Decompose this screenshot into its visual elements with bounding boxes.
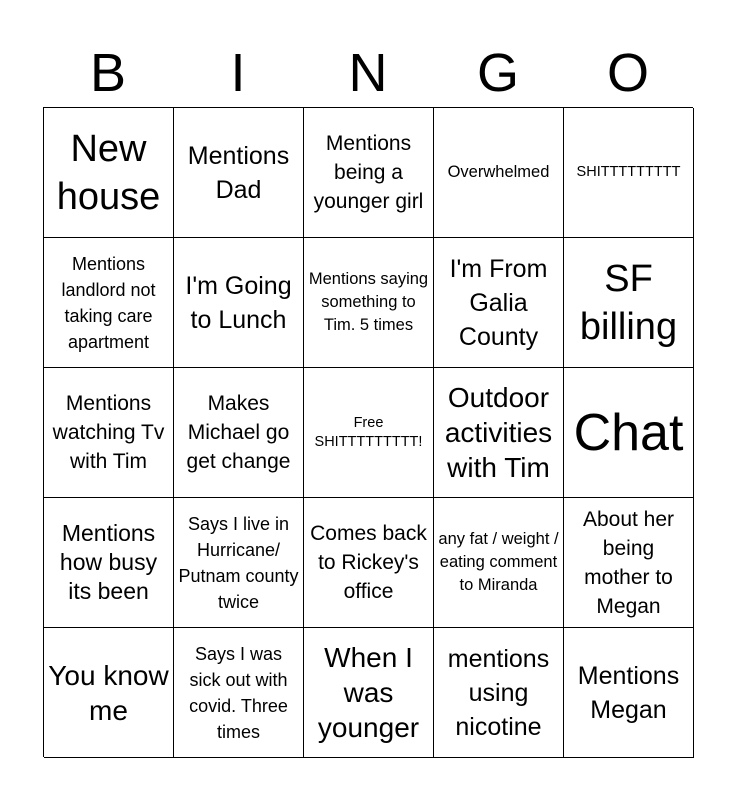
- bingo-cell-i3[interactable]: [174, 368, 304, 498]
- cell-text: Mentions being a younger girl: [313, 132, 424, 213]
- cell-text: Outdoor activities with Tim: [444, 382, 553, 483]
- cell-text: Mentions how busy its been: [59, 520, 158, 604]
- cell-text: Mentions landlord not taking care apartment: [61, 253, 156, 352]
- cell-text: Mentions Megan: [577, 661, 680, 724]
- cell-text: About her being mother to Megan: [582, 507, 675, 618]
- bingo-cell-b5[interactable]: [44, 628, 174, 758]
- bingo-cell-i4[interactable]: [174, 498, 304, 628]
- bingo-cell-i2[interactable]: [174, 238, 304, 368]
- cell-text: Says I was sick out with covid. Three times: [189, 643, 288, 742]
- header-letter-i: I: [230, 43, 246, 103]
- cell-text: When I was younger: [317, 642, 420, 743]
- cell-text: Mentions watching Tv with Tim: [52, 392, 165, 473]
- cell-text: Comes back to Rickey's office: [310, 522, 427, 603]
- bingo-cell-n1[interactable]: [304, 108, 434, 238]
- bingo-cell-g1[interactable]: [434, 108, 564, 238]
- header-letter-n: N: [348, 43, 388, 103]
- bingo-cell-o4[interactable]: [564, 498, 694, 628]
- bingo-cell-b2[interactable]: [44, 238, 174, 368]
- bingo-cell-b3[interactable]: [44, 368, 174, 498]
- bingo-cell-g3[interactable]: [434, 368, 564, 498]
- cell-text: SHITTTTTTTTT: [576, 164, 681, 180]
- header-letter-b: B: [89, 43, 127, 103]
- cell-text: Free SHITTTTTTTTT!: [314, 414, 423, 450]
- bingo-cell-o1[interactable]: [564, 108, 694, 238]
- cell-text: mentions using nicotine: [447, 644, 550, 741]
- bingo-cell-b4[interactable]: [44, 498, 174, 628]
- cell-text: Mentions Dad: [187, 141, 290, 204]
- cell-text: Mentions saying something to Tim. 5 times: [308, 270, 429, 334]
- bingo-grid: [43, 107, 693, 757]
- bingo-cell-o3[interactable]: [564, 368, 694, 498]
- cell-text: any fat / weight / eating comment to Miranda: [438, 530, 559, 594]
- bingo-cell-g4[interactable]: [434, 498, 564, 628]
- bingo-cell-i5[interactable]: [174, 628, 304, 758]
- bingo-cell-n3[interactable]: [304, 368, 434, 498]
- cell-text: You know me: [48, 659, 169, 726]
- cell-text: Chat: [573, 403, 684, 462]
- bingo-header: [43, 40, 693, 106]
- cell-text: I'm From Galia County: [449, 254, 548, 351]
- bingo-cell-i1[interactable]: [174, 108, 304, 238]
- bingo-cell-g5[interactable]: [434, 628, 564, 758]
- bingo-cell-n2[interactable]: [304, 238, 434, 368]
- bingo-cell-b1[interactable]: [44, 108, 174, 238]
- bingo-cell-g2[interactable]: [434, 238, 564, 368]
- cell-text: Overwhelmed: [447, 163, 550, 181]
- cell-text: SF billing: [579, 257, 678, 348]
- header-letter-g: G: [476, 43, 519, 103]
- bingo-cell-o5[interactable]: [564, 628, 694, 758]
- cell-text: I'm Going to Lunch: [185, 271, 292, 334]
- cell-text: New house: [56, 127, 161, 218]
- cell-text: Makes Michael go get change: [186, 392, 291, 473]
- bingo-cell-n5[interactable]: [304, 628, 434, 758]
- cell-text: Says I live in Hurricane/ Putnam county twice: [178, 513, 299, 612]
- bingo-cell-n4[interactable]: [304, 498, 434, 628]
- bingo-cell-o2[interactable]: [564, 238, 694, 368]
- header-letter-o: O: [606, 43, 649, 103]
